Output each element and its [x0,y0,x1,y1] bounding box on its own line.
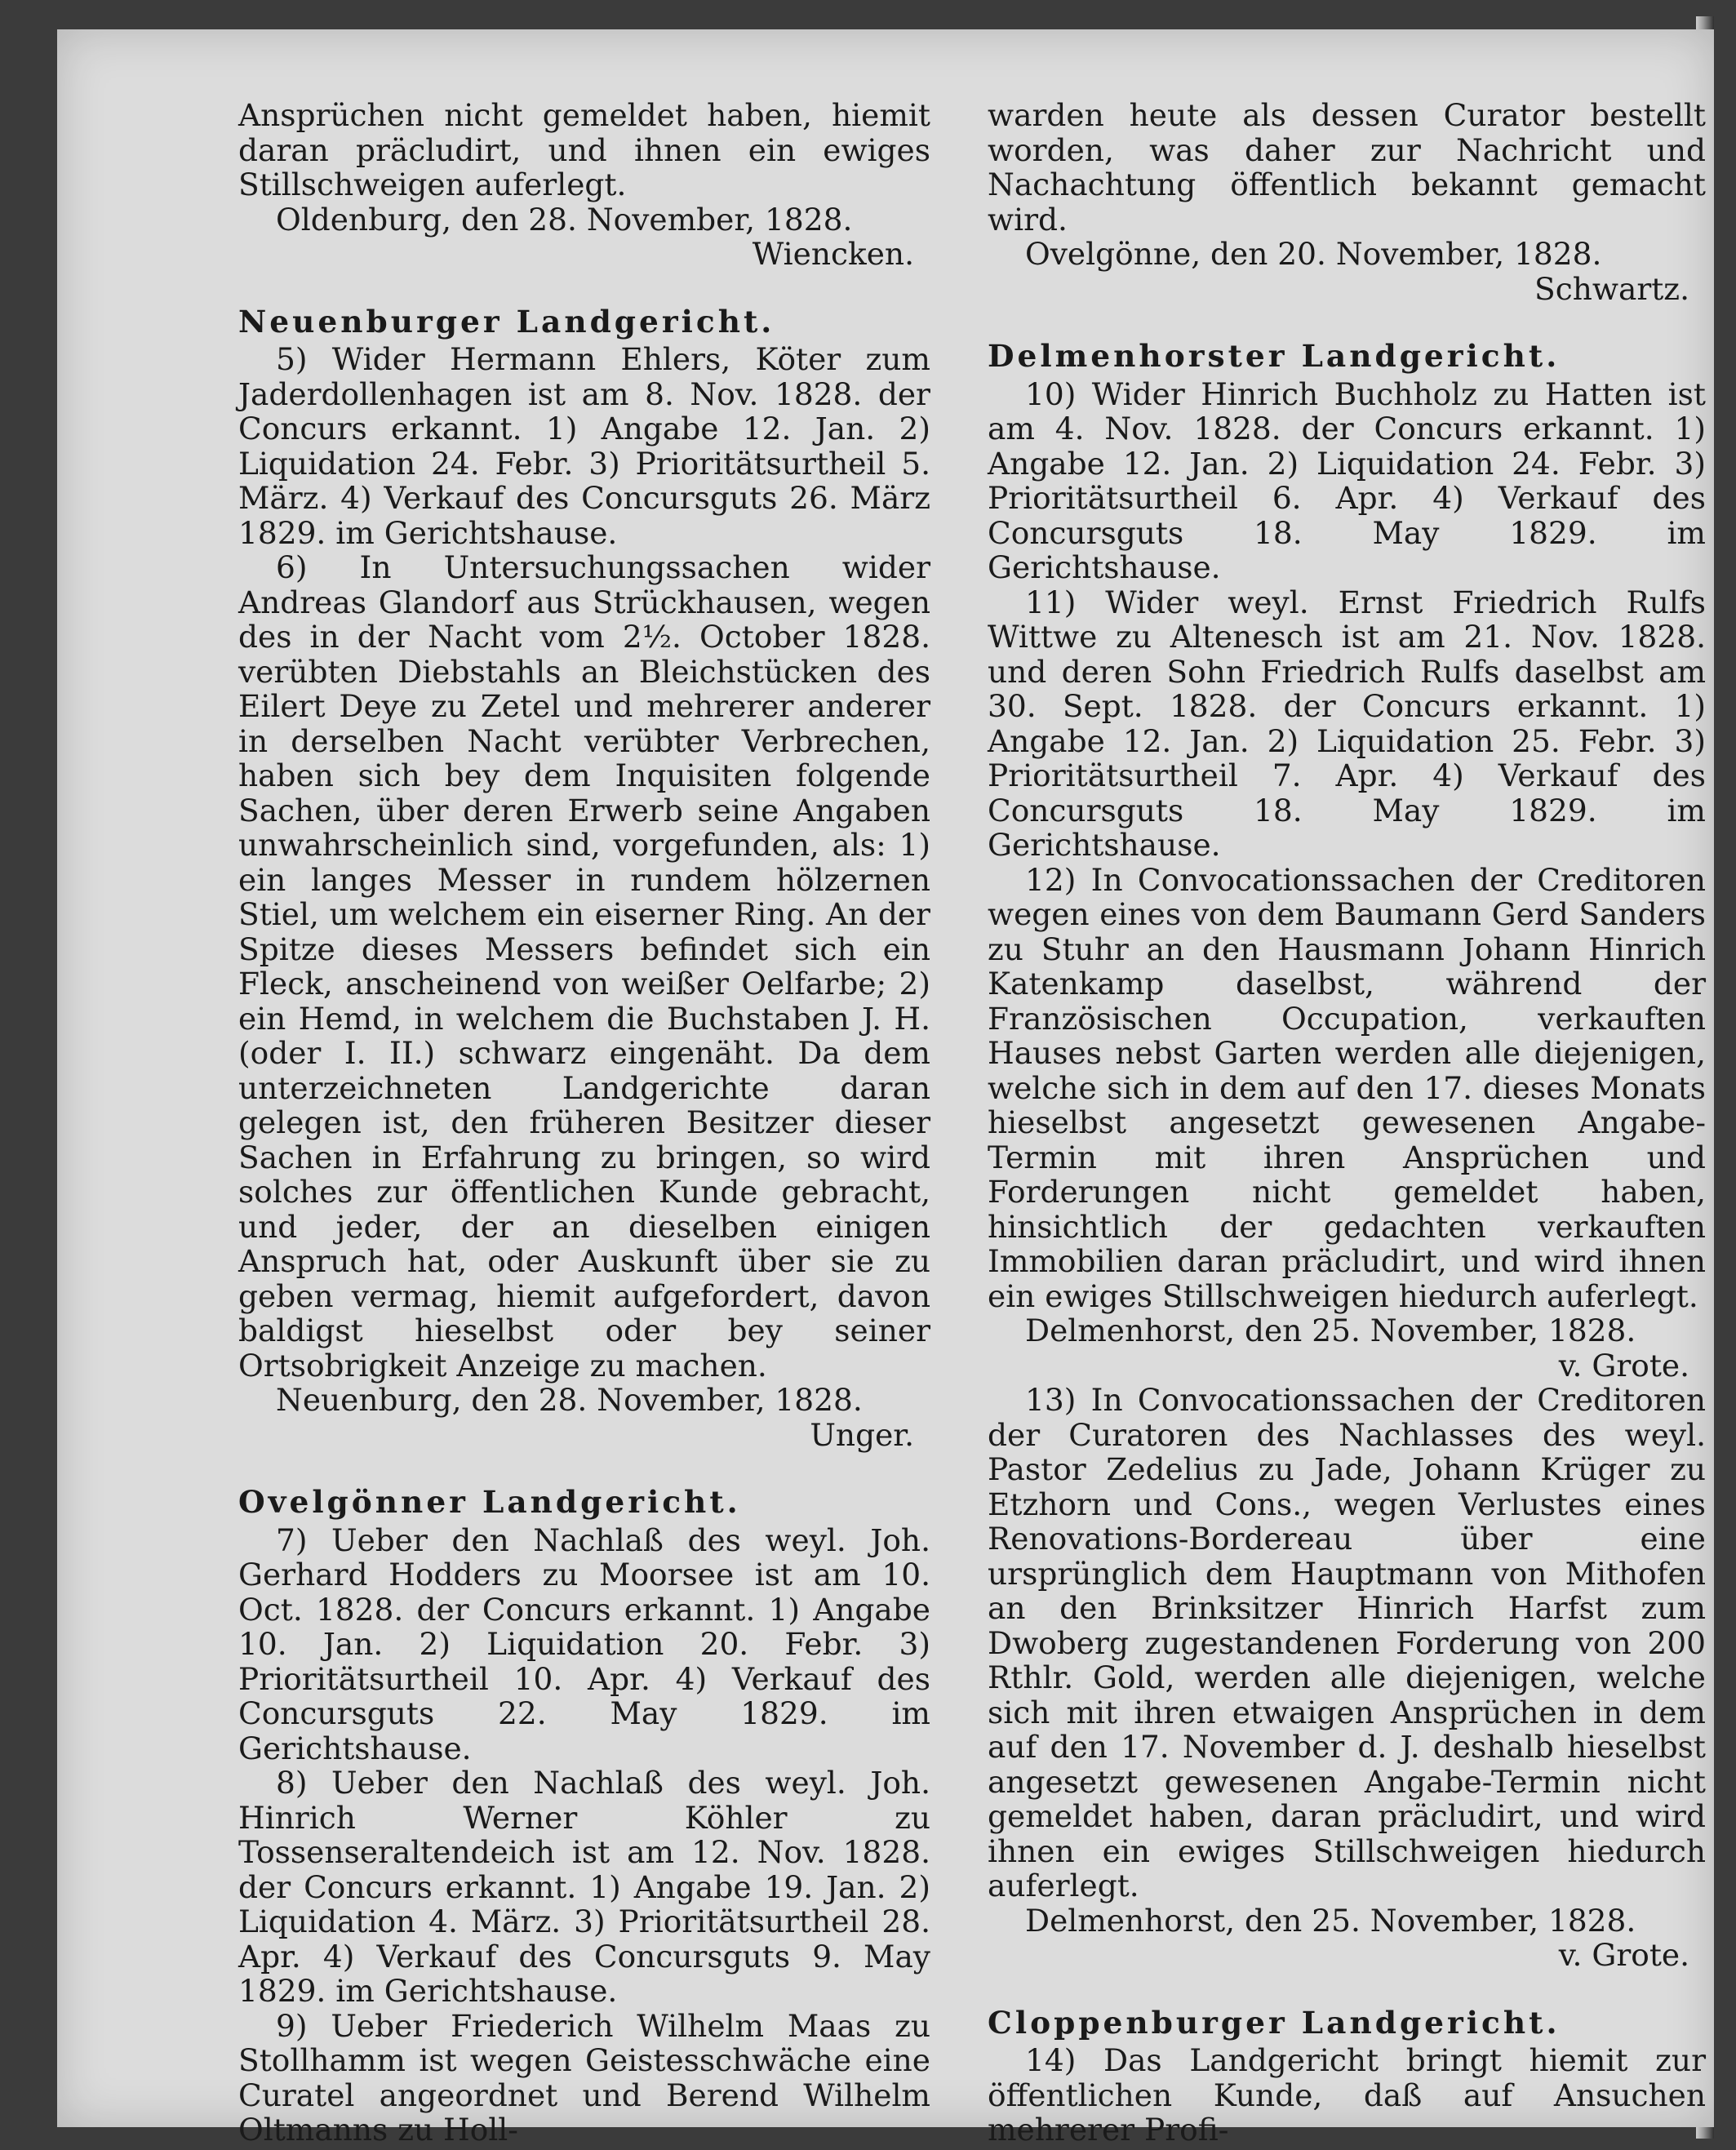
signature: Wiencken. [752,236,914,272]
left-column [238,98,930,2148]
notice-item-8: 8) Ueber den Nachlaß des weyl. Joh. Hinrich Werner Köhler zu Tossenseraltendeich ist am 12. Nov. 1828. der Concurs erkannt. 1) Angabe 19. Jan. 2) Liquidation 4. März. 3) Prioritätsurtheil 28. Apr. 4) Verkauf des Concursguts 9. May 1829. im Gerichtshause. [238,1765,930,2009]
notice-item-11: 11) Wider weyl. Ernst Friedrich Rulfs Wittwe zu Altenesch ist am 21. Nov. 1828. und deren Sohn Friedrich Rulfs daselbst am 30. Sept. 1828. der Concurs erkannt. 1) Angabe 12. Jan. 2) Liquidation 25. Febr. 3) Prioritätsurtheil 7. Apr. 4) Verkauf des Concursguts 18. May 1829. im Gerichtshause. [988,584,1706,863]
place-date: Delmenhorst, den 25. November, 1828. [1025,1313,1636,1348]
right-column [988,98,1706,2148]
notice-item-12: 12) In Convocationssachen der Creditoren wegen eines von dem Baumann Gerd Sanders zu Stuhr an den Hausmann Johann Hinrich Katenkamp daselbst, während der Französischen Occupation, verkauften Hauses nebst Garten werden alle diejenigen, welche sich in dem auf den 17. dieses Monats hieselbst angesetzt gewesenen Angabe-Termin mit ihren Ansprüchen und Forderungen nicht gemeldet haben, hinsichtlich der gedachten verkauften Immobilien daran präcludirt, und wird ihnen ein ewiges Stillschweigen hiedurch auferlegt. [988,861,1706,1314]
place-date: Ovelgönne, den 20. November, 1828. [1025,236,1602,272]
notice-item-6: 6) In Untersuchungssachen wider Andreas Glandorf aus Strückhausen, wegen des in der Nacht vom 2½. October 1828. verübten Diebstahls an Bleichstücken des Eilert Deye zu Zetel und mehrerer anderer in derselben Nacht verübter Verbrechen, haben sich bey dem Inquisiten folgende Sachen, über deren Erwerb seine Angaben unwahrscheinlich sind, vorgefunden, als: 1) ein langes Messer in rundem hölzernen Stiel, um welchem ein eiserner Ring. An der Spitze dieses Messers befindet sich ein Fleck, anscheinend von weißer Oelfarbe; 2) ein Hemd, in welchem die Buchstaben J. H. (oder I. II.) schwarz eingenäht. Da dem unterzeichneten Landgerichte daran gelegen ist, den früheren Besitzer dieser Sachen in Erfahrung zu bringen, so wird solches zur öffentlichen Kunde gebracht, und jeder, der an dieselben einigen Anspruch hat, oder Auskunft über sie zu geben vermag, hiemit aufgefordert, davon baldigst hieselbst oder bey seiner Ortsobrigkeit Anzeige zu machen. [238,549,930,1384]
section-heading-neuenburg: Neuenburger Landgericht. [238,303,775,340]
intro-text: warden heute als dessen Curator bestellt worden, was daher zur Nachricht und Nachachtung öffentlich bekannt gemacht wird. [988,97,1706,238]
notice-item-9: 9) Ueber Friederich Wilhelm Maas zu Stollhamm ist wegen Geistesschwäche eine Curatel angeordnet und Berend Wilhelm Oltmanns zu Holl- [238,2007,930,2148]
place-date: Oldenburg, den 28. November, 1828. [276,201,853,238]
notice-item-7: 7) Ueber den Nachlaß des weyl. Joh. Gerhard Hodders zu Moorsee ist am 10. Oct. 1828. der Concurs erkannt. 1) Angabe 10. Jan. 2) Liquidation 20. Febr. 3) Prioritätsurtheil 10. Apr. 4) Verkauf des Concursguts 22. May 1829. im Gerichtshause. [238,1521,930,1766]
signature: Schwartz. [1534,270,1689,307]
signature: v. Grote. [1558,1937,1689,1973]
signature: Unger. [810,1416,914,1453]
signature: v. Grote. [1558,1347,1689,1384]
notice-item-13: 13) In Convocationssachen der Creditoren der Curatoren des Nachlasses des weyl. Pastor Zedelius zu Jade, Johann Krüger zu Etzhorn und Cons., wegen Verlustes eines Renovations-Bordereau über eine ursprünglich dem Hauptmann von Mithofen an den Brinksitzer Hinrich Harfst zum Dwoberg zugestandenen Forderung von 200 Rthlr. Gold, werden alle diejenigen, welche sich mit ihren etwaigen Ansprüchen in dem auf den 17. November d. J. deshalb hieselbst angesetzt gewesenen Angabe-Termin nicht gemeldet haben, daran präcludirt, und wird ihnen ein ewiges Stillschweigen hiedurch auferlegt. [988,1382,1706,1903]
place-date: Delmenhorst, den 25. November, 1828. [1025,1902,1636,1939]
notice-item-5: 5) Wider Hermann Ehlers, Köter zum Jaderdollenhagen ist am 8. Nov. 1828. der Concurs erkannt. 1) Angabe 12. Jan. 2) Liquidation 24. Febr. 3) Prioritätsurtheil 5. März. 4) Verkauf des Concursguts 26. März 1829. im Gerichtshause. [238,341,930,551]
place-date: Neuenburg, den 28. November, 1828. [276,1382,863,1418]
intro-text: Ansprüchen nicht gemeldet haben, hiemit daran präcludirt, und ihnen ein ewiges Stillschweigen auferlegt. [238,97,930,202]
notice-item-14: 14) Das Landgericht bringt hiemit zur öffentlichen Kunde, daß auf Ansuchen mehrerer Profi- [988,2042,1706,2148]
section-heading-delmenhorst: Delmenhorster Landgericht. [988,338,1561,374]
section-heading-cloppenburg: Cloppenburger Landgericht. [988,2004,1561,2041]
section-heading-ovelgoenne: Ovelgönner Landgericht. [238,1484,741,1520]
notice-item-10: 10) Wider Hinrich Buchholz zu Hatten ist am 4. Nov. 1828. der Concurs erkannt. 1) Angabe 12. Jan. 2) Liquidation 24. Febr. 3) Prioritätsurtheil 6. Apr. 4) Verkauf des Concursguts 18. May 1829. im Gerichtshause. [988,375,1706,585]
